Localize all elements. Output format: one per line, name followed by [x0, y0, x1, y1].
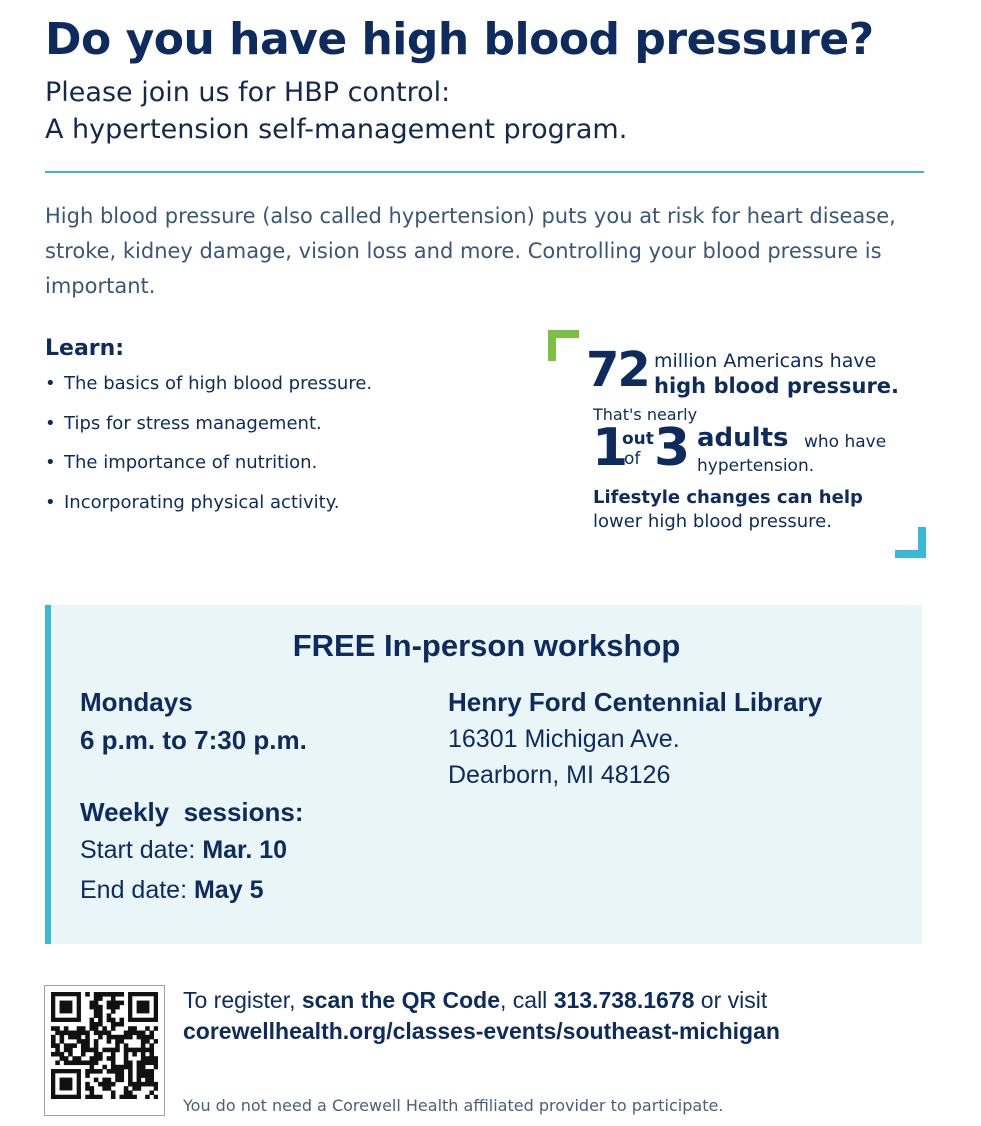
workshop-end: End date: May 5 [80, 876, 264, 904]
stat-lifestyle-rest: lower high blood pressure. [593, 511, 832, 532]
stat-adults: adults [697, 423, 789, 453]
stat-hypertension: hypertension. [697, 456, 815, 476]
bullet-icon: • [45, 452, 56, 473]
workshop-weekly: Weekly sessions: [80, 797, 304, 827]
workshop-venue: Henry Ford Centennial Library [448, 687, 823, 717]
corner-bracket-bottom-icon [892, 524, 926, 558]
bullet-icon: • [45, 412, 56, 434]
bullet-icon: • [45, 373, 56, 394]
phone-number[interactable]: 313.738.1678 [553, 987, 695, 1013]
page-title: Do you have high blood pressure? [45, 14, 874, 65]
workshop-time: 6 p.m. to 7:30 p.m. [80, 725, 307, 755]
bullet-icon: • [45, 491, 56, 513]
learn-heading: Learn: [45, 336, 125, 361]
intro-paragraph: High blood pressure (also called hypertension) puts you at risk for heart disease, stroke, kidney damage, vision loss and more. Controlling your blood pressure is important. [45, 204, 896, 298]
list-item: • Incorporating physical activity. [45, 491, 340, 513]
stat-line-1: million Americans have [654, 350, 877, 372]
stat-out: out [622, 429, 654, 449]
stat-three: 3 [654, 418, 691, 478]
list-item: • Tips for stress management. [45, 412, 322, 434]
end-date: May 5 [193, 876, 264, 904]
subtitle-line-1: Please join us for HBP control: [45, 77, 451, 108]
workshop-start: Start date: Mar. 10 [80, 836, 288, 864]
register-url-link[interactable]: corewellhealth.org/classes-events/southeast-michigan [183, 1018, 780, 1044]
corner-bracket-top-icon [548, 330, 582, 364]
workshop-address-2: Dearborn, MI 48126 [448, 761, 671, 789]
stat-who-have: who have [804, 432, 887, 452]
qr-code-icon[interactable] [44, 985, 165, 1116]
provider-note: You do not need a Corewell Health affiliated provider to participate. [183, 1096, 724, 1115]
stat-one: 1 [592, 418, 629, 478]
subtitle-line-2: A hypertension self-management program. [45, 114, 628, 145]
workshop-heading: FREE In-person workshop [292, 628, 681, 663]
learn-list [45, 373, 372, 531]
register-line: To register, scan the QR Code, call 313.738.1678 or visit [183, 987, 768, 1013]
qr-code-graphic [51, 992, 158, 1099]
workshop-day: Mondays [80, 687, 193, 717]
stat-line-2: high blood pressure. [654, 374, 900, 398]
stat-nearly: That's nearly [593, 405, 698, 424]
divider [45, 171, 924, 173]
scan-qr-text: scan the QR Code [301, 987, 500, 1013]
stat-of: of [624, 449, 641, 469]
workshop-address-1: 16301 Michigan Ave. [448, 725, 680, 753]
start-date: Mar. 10 [202, 836, 288, 864]
stat-lifestyle-bold: Lifestyle changes can help [593, 487, 863, 508]
stat-callout [548, 330, 928, 558]
list-item: • The importance of nutrition. [45, 452, 318, 473]
list-item: • The basics of high blood pressure. [45, 373, 373, 394]
stat-big-number: 72 [586, 342, 649, 398]
